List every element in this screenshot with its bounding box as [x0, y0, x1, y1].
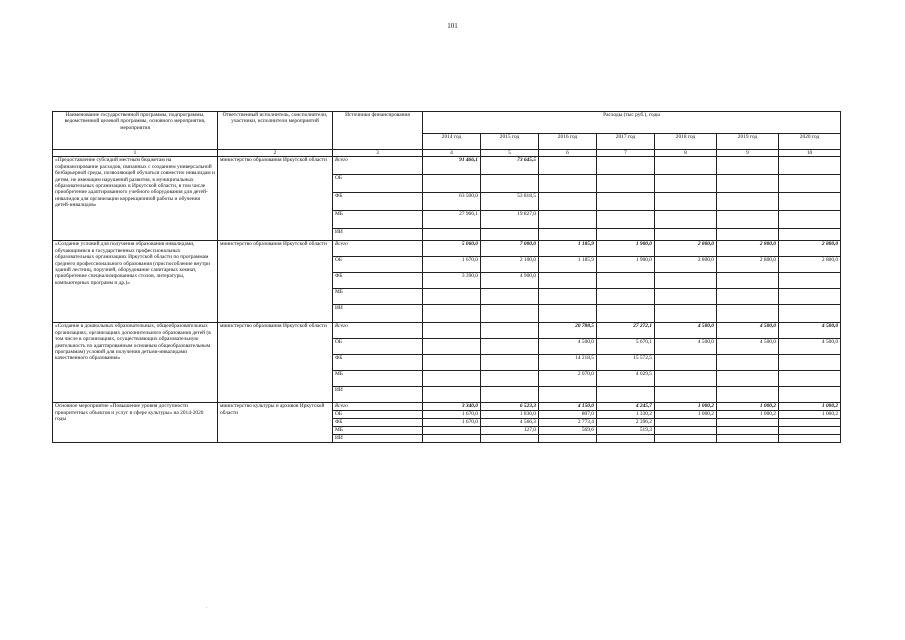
amount-cell [539, 229, 597, 241]
amount-cell [481, 387, 539, 403]
header-expenses: Расходы (тыс руб.), годы [423, 112, 841, 134]
amount-cell [481, 229, 539, 241]
amount-cell: 2 800,0 [779, 241, 841, 257]
activity-name: «Создание в дошкольных образовательных, общеобразовательных организациях, организациях дополнительного образования детей (в том числе в организациях, осуществляющих образовательную деятельность по адаптированным основным общеобразовательным программам) условий для получения детьми-инвалидами качественного образования» [53, 323, 218, 403]
column-number: 10 [779, 150, 841, 157]
amount-cell: 1 900,0 [597, 257, 655, 273]
amount-cell [423, 427, 481, 435]
funding-source: ФБ [333, 273, 423, 289]
amount-cell [597, 305, 655, 323]
amount-cell [655, 157, 717, 175]
amount-cell [481, 289, 539, 305]
header-year: 2015 год [481, 134, 539, 150]
amount-cell: 1 670,0 [423, 257, 481, 273]
amount-cell [717, 211, 779, 229]
responsible-executor: министерство образования Иркутской области [218, 241, 333, 323]
amount-cell [655, 229, 717, 241]
amount-cell [717, 157, 779, 175]
amount-cell: 1 830,0 [481, 411, 539, 419]
funding-source: ОБ [333, 257, 423, 273]
amount-cell [539, 211, 597, 229]
amount-cell [423, 229, 481, 241]
amount-cell [597, 157, 655, 175]
activity-name: «Создание условий для получения образования инвалидами, обучающимися в государственных профессиональных образовательных организациях Иркутской области по программам среднего профессионального образования (приспособление внутри зданий лестниц, поручней, оборудование санитарных комнат, приобретение специализированных столов, литературы, компьютерных программ и др.)» [53, 241, 218, 323]
amount-cell [717, 387, 779, 403]
amount-cell: 1 670,0 [423, 411, 481, 419]
amount-cell [597, 435, 655, 443]
table-row [53, 241, 841, 257]
amount-cell: 63 500,0 [423, 193, 481, 211]
amount-cell: 3 340,0 [423, 403, 481, 411]
amount-cell [655, 387, 717, 403]
amount-cell: 1 000,2 [779, 411, 841, 419]
amount-cell [423, 323, 481, 339]
amount-cell: 1 900,0 [597, 241, 655, 257]
funding-source: Всего [333, 323, 423, 339]
amount-cell: 91 466,1 [423, 157, 481, 175]
table-row [53, 323, 841, 339]
amount-cell [597, 193, 655, 211]
header-source: Источники финансирования [333, 112, 423, 150]
amount-cell [481, 355, 539, 371]
amount-cell [717, 229, 779, 241]
amount-cell [717, 435, 779, 443]
amount-cell: 4 500,0 [655, 339, 717, 355]
amount-cell [779, 355, 841, 371]
amount-cell [481, 305, 539, 323]
amount-cell [597, 273, 655, 289]
amount-cell: 1 000,2 [655, 403, 717, 411]
column-number: 9 [717, 150, 779, 157]
amount-cell [779, 157, 841, 175]
header-year: 2018 год [655, 134, 717, 150]
funding-source: МБ [333, 371, 423, 387]
amount-cell: 1 000,2 [779, 403, 841, 411]
header-year: 2019 год [717, 134, 779, 150]
amount-cell: 4 029,5 [597, 371, 655, 387]
amount-cell [481, 371, 539, 387]
amount-cell [717, 175, 779, 193]
amount-cell: 7 000,0 [481, 241, 539, 257]
amount-cell [717, 305, 779, 323]
amount-cell: 6 523,3 [481, 403, 539, 411]
table-row [53, 403, 841, 411]
amount-cell: 4 245,7 [597, 403, 655, 411]
column-number: 8 [655, 150, 717, 157]
activity-name: Основное мероприятие «Повышение уровня доступности приоритетных объектов и услуг в сфере культуры» на 2014-2020 годы [53, 403, 218, 443]
amount-cell [717, 419, 779, 427]
amount-cell [655, 289, 717, 305]
amount-cell [423, 175, 481, 193]
amount-cell [655, 175, 717, 193]
amount-cell [655, 305, 717, 323]
amount-cell: 1 670,0 [423, 419, 481, 427]
amount-cell [539, 305, 597, 323]
amount-cell [655, 193, 717, 211]
amount-cell [655, 355, 717, 371]
amount-cell [597, 211, 655, 229]
amount-cell [597, 175, 655, 193]
amount-cell [717, 355, 779, 371]
column-number: 6 [539, 150, 597, 157]
funding-source: ИИ [333, 387, 423, 403]
header-year: 2020 год [779, 134, 841, 150]
amount-cell [779, 193, 841, 211]
column-number: 3 [333, 150, 423, 157]
amount-cell [597, 289, 655, 305]
amount-cell: 519,3 [597, 427, 655, 435]
amount-cell [423, 355, 481, 371]
amount-cell [717, 289, 779, 305]
amount-cell: 2 773,4 [539, 419, 597, 427]
activity-name: «Предоставление субсидий местным бюджетам на софинансирование расходов, связанных с созданием универсальной безбарьерной среды, позволяющей обучаться совместно инвалидам и детям, не имеющим нарушений развития, в муниципальных образовательных организациях в Иркутской области, в том числе приобретение адаптированного учебного оборудования для детей-инвалидов для организации коррекционной работы и обучения детей-инвалидов» [53, 157, 218, 241]
responsible-executor: министерство образования Иркутской области [218, 323, 333, 403]
amount-cell [481, 435, 539, 443]
amount-cell: 4 500,0 [717, 339, 779, 355]
amount-cell: 127,0 [481, 427, 539, 435]
header-year: 2017 год [597, 134, 655, 150]
funding-source: ФБ [333, 193, 423, 211]
amount-cell: 2 100,0 [481, 257, 539, 273]
amount-cell [423, 387, 481, 403]
amount-cell: 1 000,2 [717, 403, 779, 411]
amount-cell [539, 435, 597, 443]
amount-cell: 14 218,5 [539, 355, 597, 371]
amount-cell [539, 289, 597, 305]
amount-cell: 20 788,5 [539, 323, 597, 339]
funding-source: ИИ [333, 435, 423, 443]
amount-cell [539, 387, 597, 403]
amount-cell [423, 435, 481, 443]
amount-cell: 27 272,1 [597, 323, 655, 339]
funding-source: ОБ [333, 411, 423, 419]
amount-cell [779, 305, 841, 323]
amount-cell [779, 387, 841, 403]
amount-cell [717, 427, 779, 435]
amount-cell [779, 427, 841, 435]
amount-cell: 807,0 [539, 411, 597, 419]
amount-cell: 4 900,0 [481, 273, 539, 289]
amount-cell [481, 175, 539, 193]
amount-cell: 73 645,5 [481, 157, 539, 175]
funding-source: ИИ [333, 229, 423, 241]
funding-source: ОБ [333, 175, 423, 193]
funding-source: Всего [333, 241, 423, 257]
amount-cell: 3 390,0 [423, 273, 481, 289]
amount-cell: 19 827,0 [481, 211, 539, 229]
column-number: 5 [481, 150, 539, 157]
amount-cell: 2 800,0 [717, 241, 779, 257]
amount-cell: 2 800,0 [717, 257, 779, 273]
amount-cell: 1 000,2 [655, 411, 717, 419]
amount-cell: 569,6 [539, 427, 597, 435]
amount-cell [481, 339, 539, 355]
funding-source: Всего [333, 157, 423, 175]
amount-cell: 53 818,5 [481, 193, 539, 211]
amount-cell [655, 435, 717, 443]
header-responsible: Ответственный исполнитель, соисполнители, участники, исполнители мероприятий [218, 112, 333, 150]
amount-cell [779, 211, 841, 229]
amount-cell [779, 273, 841, 289]
amount-cell [597, 387, 655, 403]
responsible-executor: министерство образования Иркутской области [218, 157, 333, 241]
amount-cell [597, 229, 655, 241]
column-number: 2 [218, 150, 333, 157]
funding-source: МБ [333, 211, 423, 229]
amount-cell [655, 419, 717, 427]
amount-cell [539, 175, 597, 193]
funding-source: МБ [333, 289, 423, 305]
amount-cell: 2 800,0 [655, 257, 717, 273]
amount-cell [717, 371, 779, 387]
amount-cell [779, 435, 841, 443]
column-number: 4 [423, 150, 481, 157]
header-year: 2016 год [539, 134, 597, 150]
amount-cell [539, 193, 597, 211]
funding-source: ОБ [333, 339, 423, 355]
amount-cell [539, 157, 597, 175]
amount-cell: 2 800,0 [655, 241, 717, 257]
amount-cell: 4 500,0 [779, 323, 841, 339]
amount-cell [481, 323, 539, 339]
amount-cell: 1 000,2 [717, 411, 779, 419]
amount-cell: 5 670,1 [597, 339, 655, 355]
amount-cell [779, 419, 841, 427]
amount-cell: 2 396,2 [597, 419, 655, 427]
amount-cell [717, 193, 779, 211]
header-name: Наименование государственной программы, подпрограммы, ведомственной целевой программы, основного мероприятия, мероприятия [53, 112, 218, 150]
amount-cell [423, 305, 481, 323]
amount-cell: 1 185,9 [539, 257, 597, 273]
amount-cell [717, 273, 779, 289]
column-number: 1 [53, 150, 218, 157]
amount-cell: 4 500,0 [779, 339, 841, 355]
amount-cell [779, 371, 841, 387]
amount-cell: 4 566,3 [481, 419, 539, 427]
amount-cell [423, 289, 481, 305]
amount-cell [655, 211, 717, 229]
stray-mark: . [206, 604, 208, 610]
funding-source: ФБ [333, 355, 423, 371]
amount-cell [655, 371, 717, 387]
amount-cell: 2 070,0 [539, 371, 597, 387]
amount-cell [423, 371, 481, 387]
table-row [53, 157, 841, 175]
amount-cell: 4 500,0 [655, 323, 717, 339]
amount-cell: 15 572,5 [597, 355, 655, 371]
amount-cell [539, 273, 597, 289]
amount-cell: 1 330,2 [597, 411, 655, 419]
amount-cell: 4 150,0 [539, 403, 597, 411]
header-year: 2014 год [423, 134, 481, 150]
column-number: 7 [597, 150, 655, 157]
amount-cell: 27 966,1 [423, 211, 481, 229]
funding-source: МБ [333, 427, 423, 435]
funding-source: ИИ [333, 305, 423, 323]
amount-cell: 5 060,0 [423, 241, 481, 257]
funding-source: Всего [333, 403, 423, 411]
amount-cell [779, 229, 841, 241]
funding-source: ФБ [333, 419, 423, 427]
amount-cell: 4 500,0 [717, 323, 779, 339]
amount-cell: 1 185,9 [539, 241, 597, 257]
budget-table [52, 111, 841, 443]
amount-cell: 4 500,0 [539, 339, 597, 355]
amount-cell [423, 339, 481, 355]
page-number: 101 [447, 22, 458, 30]
amount-cell: 2 800,0 [779, 257, 841, 273]
amount-cell [655, 273, 717, 289]
amount-cell [779, 175, 841, 193]
responsible-executor: министерство культуры и архивов Иркутской области [218, 403, 333, 443]
amount-cell [655, 427, 717, 435]
amount-cell [779, 289, 841, 305]
